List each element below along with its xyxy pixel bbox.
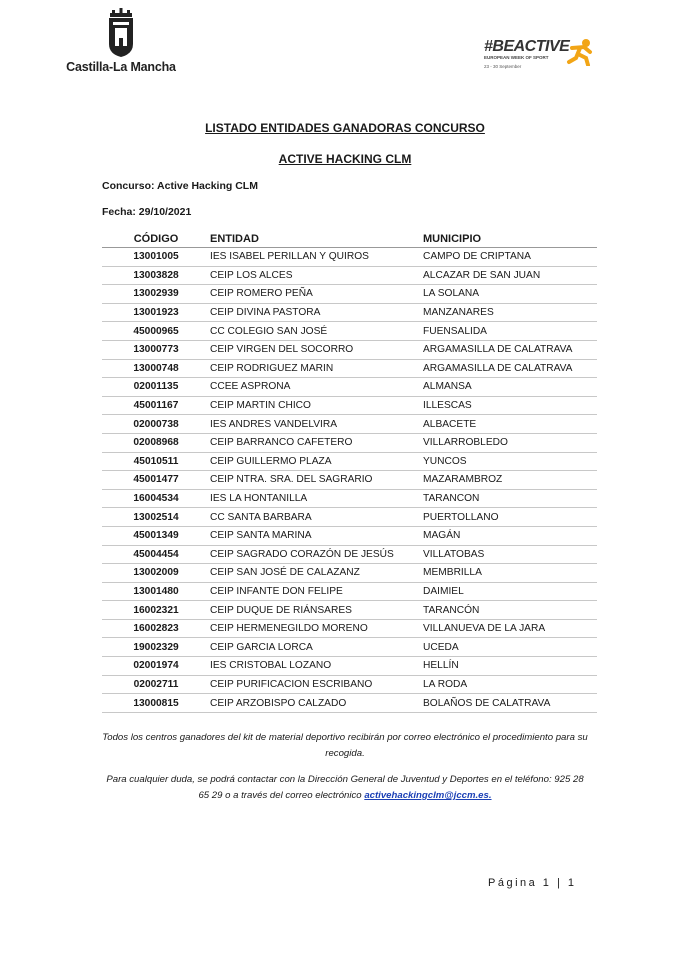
- cell-codigo: 45004454: [102, 545, 210, 564]
- delivery-note: Todos los centros ganadores del kit de material deportivo recibirán por correo electrónico el procedimiento para su recogida.: [102, 732, 588, 759]
- cell-entidad: CEIP SAGRADO CORAZÓN DE JESÚS: [210, 545, 423, 564]
- document-title-line1: LISTADO ENTIDADES GANADORAS CONCURSO: [205, 121, 485, 135]
- table-row: [102, 564, 597, 583]
- table-row: [102, 322, 597, 341]
- cell-entidad: IES LA HONTANILLA: [210, 489, 423, 508]
- cell-entidad: CCEE ASPRONA: [210, 378, 423, 397]
- table-row: [102, 359, 597, 378]
- cell-entidad: CEIP VIRGEN DEL SOCORRO: [210, 340, 423, 359]
- table-row: [102, 266, 597, 285]
- table-row: [102, 378, 597, 397]
- table-row: [102, 601, 597, 620]
- cell-municipio: DAIMIEL: [423, 582, 597, 601]
- cell-municipio: UCEDA: [423, 638, 597, 657]
- cell-entidad: CEIP PURIFICACION ESCRIBANO: [210, 675, 423, 694]
- cell-entidad: CEIP GUILLERMO PLAZA: [210, 452, 423, 471]
- cell-municipio: ARGAMASILLA DE CALATRAVA: [423, 340, 597, 359]
- cell-entidad: CEIP SAN JOSÉ DE CALAZANZ: [210, 564, 423, 583]
- contest-label: Concurso: Active Hacking CLM: [102, 180, 258, 192]
- cell-entidad: IES ANDRES VANDELVIRA: [210, 415, 423, 434]
- table-row: [102, 508, 597, 527]
- castle-crest-icon: [101, 8, 141, 58]
- contact-note-text: Para cualquier duda, se podrá contactar con la Dirección General de Juventud y Deportes en el teléfono: 925 28 65 29 o a través del correo electrónico: [106, 774, 584, 801]
- cell-codigo: 16002321: [102, 601, 210, 620]
- cell-entidad: IES CRISTOBAL LOZANO: [210, 657, 423, 676]
- beactive-logo: [484, 38, 604, 80]
- castilla-la-mancha-logo: [66, 8, 176, 80]
- cell-entidad: CEIP DIVINA PASTORA: [210, 303, 423, 322]
- beactive-dates: 23 - 30 September: [484, 64, 522, 69]
- cell-municipio: TARANCÓN: [423, 601, 597, 620]
- column-header-codigo: CÓDIGO: [102, 230, 210, 248]
- beactive-subtitle: EUROPEAN WEEK OF SPORT: [484, 55, 549, 60]
- cell-codigo: 45001167: [102, 396, 210, 415]
- table-row: [102, 285, 597, 304]
- date-label: Fecha: 29/10/2021: [102, 206, 192, 218]
- table-row: [102, 248, 597, 267]
- table-row: [102, 619, 597, 638]
- table-row: [102, 675, 597, 694]
- cell-municipio: ILLESCAS: [423, 396, 597, 415]
- table-row: [102, 582, 597, 601]
- contact-email-link[interactable]: activehackingclm@jccm.es.: [364, 790, 492, 801]
- cell-codigo: 02008968: [102, 433, 210, 452]
- cell-codigo: 13003828: [102, 266, 210, 285]
- cell-codigo: 13002009: [102, 564, 210, 583]
- cell-municipio: ALBACETE: [423, 415, 597, 434]
- cell-entidad: CEIP BARRANCO CAFETERO: [210, 433, 423, 452]
- cell-entidad: CEIP MARTIN CHICO: [210, 396, 423, 415]
- cell-entidad: CEIP NTRA. SRA. DEL SAGRARIO: [210, 471, 423, 490]
- table-row: [102, 638, 597, 657]
- table-row: [102, 303, 597, 322]
- table-row: [102, 489, 597, 508]
- cell-municipio: MAGÁN: [423, 526, 597, 545]
- cell-municipio: ALMANSA: [423, 378, 597, 397]
- cell-codigo: 02001974: [102, 657, 210, 676]
- cell-municipio: PUERTOLLANO: [423, 508, 597, 527]
- cell-municipio: VILLARROBLEDO: [423, 433, 597, 452]
- cell-entidad: CEIP RODRIGUEZ MARIN: [210, 359, 423, 378]
- cell-codigo: 45001349: [102, 526, 210, 545]
- cell-municipio: HELLÍN: [423, 657, 597, 676]
- cell-codigo: 13000815: [102, 694, 210, 713]
- cell-municipio: FUENSALIDA: [423, 322, 597, 341]
- cell-municipio: ARGAMASILLA DE CALATRAVA: [423, 359, 597, 378]
- cell-codigo: 13001005: [102, 248, 210, 267]
- cell-codigo: 02001135: [102, 378, 210, 397]
- winners-table: [102, 230, 597, 713]
- logo-name: Castilla-La Mancha: [66, 60, 176, 74]
- table-row: [102, 452, 597, 471]
- cell-municipio: MEMBRILLA: [423, 564, 597, 583]
- cell-entidad: CEIP DUQUE DE RIÁNSARES: [210, 601, 423, 620]
- cell-codigo: 45010511: [102, 452, 210, 471]
- table-row: [102, 396, 597, 415]
- cell-municipio: MANZANARES: [423, 303, 597, 322]
- table-row: [102, 433, 597, 452]
- table-row: [102, 526, 597, 545]
- cell-codigo: 13000748: [102, 359, 210, 378]
- cell-municipio: MAZARAMBROZ: [423, 471, 597, 490]
- column-header-entidad: ENTIDAD: [210, 230, 423, 248]
- cell-municipio: CAMPO DE CRIPTANA: [423, 248, 597, 267]
- cell-codigo: 13000773: [102, 340, 210, 359]
- cell-municipio: VILLATOBAS: [423, 545, 597, 564]
- table-row: [102, 415, 597, 434]
- cell-codigo: 45001477: [102, 471, 210, 490]
- cell-municipio: LA RODA: [423, 675, 597, 694]
- cell-codigo: 45000965: [102, 322, 210, 341]
- cell-entidad: CEIP ARZOBISPO CALZADO: [210, 694, 423, 713]
- cell-municipio: YUNCOS: [423, 452, 597, 471]
- cell-codigo: 16002823: [102, 619, 210, 638]
- cell-municipio: TARANCON: [423, 489, 597, 508]
- cell-municipio: BOLAÑOS DE CALATRAVA: [423, 694, 597, 713]
- beactive-tag: #BEACTIVE: [484, 38, 570, 55]
- cell-codigo: 13001480: [102, 582, 210, 601]
- cell-codigo: 19002329: [102, 638, 210, 657]
- cell-codigo: 02000738: [102, 415, 210, 434]
- cell-entidad: CC SANTA BARBARA: [210, 508, 423, 527]
- table-row: [102, 471, 597, 490]
- cell-entidad: CEIP SANTA MARINA: [210, 526, 423, 545]
- table-row: [102, 545, 597, 564]
- column-header-municipio: MUNICIPIO: [423, 230, 597, 248]
- cell-entidad: CEIP INFANTE DON FELIPE: [210, 582, 423, 601]
- document-title-line2: ACTIVE HACKING CLM: [278, 152, 412, 166]
- cell-municipio: ALCAZAR DE SAN JUAN: [423, 266, 597, 285]
- cell-codigo: 13002939: [102, 285, 210, 304]
- running-figure-icon: [566, 38, 596, 66]
- table-row: [102, 657, 597, 676]
- cell-entidad: IES ISABEL PERILLAN Y QUIROS: [210, 248, 423, 267]
- cell-codigo: 13002514: [102, 508, 210, 527]
- cell-municipio: LA SOLANA: [423, 285, 597, 304]
- table-row: [102, 694, 597, 713]
- cell-codigo: 16004534: [102, 489, 210, 508]
- cell-entidad: CEIP HERMENEGILDO MORENO: [210, 619, 423, 638]
- table-row: [102, 340, 597, 359]
- cell-entidad: CC COLEGIO SAN JOSÉ: [210, 322, 423, 341]
- cell-entidad: CEIP LOS ALCES: [210, 266, 423, 285]
- cell-codigo: 13001923: [102, 303, 210, 322]
- cell-codigo: 02002711: [102, 675, 210, 694]
- cell-entidad: CEIP GARCIA LORCA: [210, 638, 423, 657]
- cell-entidad: CEIP ROMERO PEÑA: [210, 285, 423, 304]
- table-header-row: [102, 230, 597, 248]
- page-number: Página 1 | 1: [488, 877, 577, 889]
- contact-note: [100, 772, 590, 804]
- cell-municipio: VILLANUEVA DE LA JARA: [423, 619, 597, 638]
